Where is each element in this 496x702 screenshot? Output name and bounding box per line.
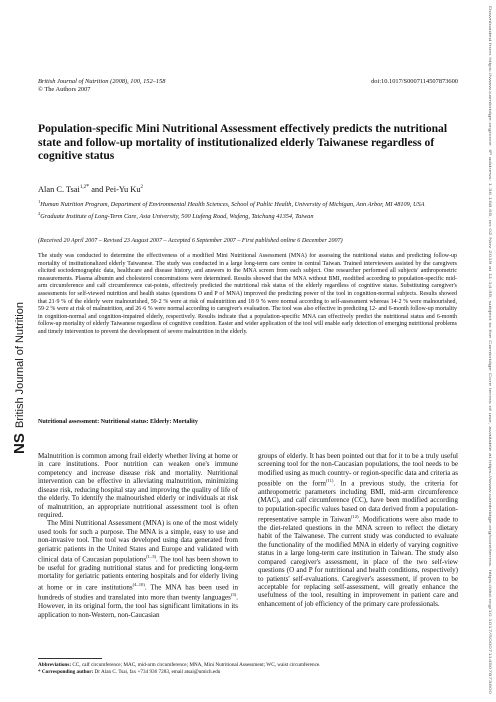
received-dates: (Received 20 April 2007 – Revised 23 August 2007 – Accepted 6 September 2007 – First published online 6 December 2007) bbox=[38, 238, 343, 244]
author-2-sup: 2 bbox=[140, 185, 144, 190]
text-span: . The MNA has been used in hundreds of studies and translated into more than twenty languages bbox=[38, 583, 238, 602]
affiliations bbox=[38, 198, 458, 221]
author-and: and bbox=[89, 184, 106, 194]
journal-side-brand bbox=[4, 256, 32, 456]
citation-ref[interactable]: (4–10) bbox=[132, 581, 145, 587]
journal-header bbox=[38, 78, 165, 94]
download-notice-strip bbox=[483, 6, 492, 696]
author-1: Alan C. Tsai bbox=[38, 184, 80, 194]
affil-2-num: 2 bbox=[38, 210, 41, 216]
citation-ref[interactable]: (12) bbox=[350, 514, 359, 520]
paragraph bbox=[258, 452, 458, 608]
body-column-right bbox=[258, 452, 458, 608]
doi[interactable]: doi:10.1017/S0007114507873600 bbox=[371, 78, 458, 85]
author-1-sup: 1,2 bbox=[79, 185, 87, 190]
text-span: groups of elderly. It has been pointed out that for it to be a truly useful screening tool for the non-Caucasian populations, the tool needs to be modified using as much country- or region-specific data and criteria as possible on the form bbox=[258, 452, 458, 488]
text-span: . The tool has been shown to be useful for grading nutritional status and for predicting long-term mortality for geriatric patients entering hospitals and for elderly living at home or in care institutions bbox=[38, 555, 238, 592]
citation-ref[interactable]: (3) bbox=[230, 592, 237, 598]
authors: Alan C. Tsai$^{1,2*}$ and Pei-Yu Ku$^2$ bbox=[38, 184, 144, 194]
article-title: Population-specific Mini Nutritional Assessment effectively predicts the nutritional state and follow-up mortality of institutionalized elderly Taiwanese regardless of cognitive status bbox=[38, 122, 448, 163]
download-notice[interactable]: Downloaded from https://www.cambridge.org/core. IP address: 1.36.168.65, on 02 Nov 2019 at 11:14:35, subject to the Cambridge Core terms of use, available at https://www.cambridge.org/core/terms. https://doi.org/10.1017/S0007114507873600 bbox=[488, 6, 492, 420]
ns-logo: NS bbox=[11, 433, 28, 454]
abbrev-label: Abbreviations: bbox=[38, 662, 72, 668]
journal-citation: British Journal of Nutrition (2008), 100, 152–158 bbox=[38, 78, 166, 85]
text-span: . Modifications were also made to the diet-related questions in the MNA screen to reflect the dietary habit of the Taiwanese. The current study was conducted to evaluate the functionality of the modified MNA in elderly of varying cognitive status in a large long-term care institution in Taiwan. The study also compared caregiver's assessment, in place of the two self-view questions (O and P for nutritional and health conditions, respectively) to patients' self-evaluations. Caregiver's assessment, if proven to be acceptable for replacing self-assessment, will greatly enhance the usefulness of the tool, resulting in improvement in patient care and enhancement of job efficiency of the primary care professionals. bbox=[258, 515, 458, 608]
body-column-left bbox=[38, 452, 238, 619]
copyright: © The Authors 2007 bbox=[38, 86, 91, 93]
journal-side-title: British Journal of Nutrition bbox=[14, 302, 26, 428]
keywords: Nutritional assessment: Nutritional status: Elderly: Mortality bbox=[38, 419, 198, 425]
corresponding-label: * Corresponding author: bbox=[38, 669, 94, 676]
affil-1-num: 1 bbox=[38, 199, 41, 204]
affiliation-1: Human Nutrition Program, Department of Environmental Health Sciences, School of Public Health, University of Michigan, Ann Arbor, MI 48109, USA bbox=[40, 201, 425, 209]
citation-ref[interactable]: (1–3) bbox=[146, 554, 157, 560]
footnotes bbox=[38, 662, 458, 676]
text-span: The Mini Nutritional Assessment (MNA) is one of the most widely used tools for such a purpose. The MNA is a simple, easy to use and non-invasive tool. The tool was developed using data generated from geriatric patients in the United States and Europe and validated with clinical data of Caucasian populations bbox=[38, 519, 238, 564]
corresponding-author: Dr Alan C. Tsai, fax +734 936 7283, email atsai@umich.edu bbox=[93, 669, 221, 676]
text-span: . However, in its original form, the tool has significant limitations in its application to non-Western, non-Caucasian bbox=[38, 593, 238, 619]
text-span: . In a previous study, the criteria for anthropometric parameters including BMI, mid-arm circumference (MAC), and calf circumference (CC), have been modified according to population-specific values based on data derived from a population-representative sample in Taiwan bbox=[258, 479, 458, 524]
footnote-divider bbox=[38, 658, 102, 659]
abstract: The study was conducted to determine the effectiveness of a modified Mini Nutritional Assessment (MNA) for assessing the nutritional status and predicting follow-up mortality of institutionalized elderly Taiwanese. The study was conducted in a large long-term care centre in central Taiwan. Trained interviewers assisted by the caregivers elicited sociodemographic data, healthcare and disease history, and answers to the MNA screen from each subject. One researcher performed all subjects' anthropometric measurements. Plasma albumin and cholesterol concentrations were determined. Results showed that the MNA without BMI, modified according to population-specific mid-arm circumference and calf circumference cut-points, effectively predicted the nutritional risk status of the elderly regardless of cognitive status. Substituting caregiver's assessments for self-viewed nutrition and health status (questions O and P of MNA) improved the predicting power of the tool in cognition-normal subjects. Results showed that 21·9 % of the elderly were malnourished, 59·2 % were at risk of malnutrition and 18·9 % were normal according to self-assessment whereas 14·2 % were malnourished, 59·2 % were at risk of malnutrition, and 26·6 % were normal according to caregiver's evaluation. The tool was also effective in predicting 12- and 6-month follow-up mortality in cognition-normal and cognition-impaired elderly, respectively. Results indicate that a population-specific MNA can effectively predict the nutritional status and 6-month follow-up mortality of elderly Taiwanese regardless of cognitive condition. Easier and wider application of the tool will enable early detection of emerging nutritional problems and timely intervention to prevent the development of severe malnutrition in the elderly. bbox=[38, 253, 457, 335]
author-2: Pei-Yu Ku bbox=[105, 184, 141, 194]
abbreviations: CC, calf circumference; MAC, mid-arm circumference; MNA, Mini Nutritional Assessment; WC, waist circumference. bbox=[71, 662, 321, 668]
paragraph bbox=[38, 519, 238, 619]
affiliation-2: Graduate Institute of Long-Term Care, Asia University, 500 Liufeng Road, Wufeng, Taichung 41354, Taiwan bbox=[40, 212, 314, 220]
citation-ref[interactable]: (11) bbox=[325, 478, 334, 484]
paragraph: Malnutrition is common among frail elderly whether living at home or in care institutions. Poor nutrition can weaken one's immune competency and increase disease risk and mortality. Nutritional intervention can be effective in alleviating malnutrition, minimizing disease risk, reducing hospital stay and improving the quality of life of the elderly. To identify the malnourished elderly or individuals at risk of malnutrition, an appropriate nutritional assessment tool is often required. bbox=[38, 452, 238, 519]
